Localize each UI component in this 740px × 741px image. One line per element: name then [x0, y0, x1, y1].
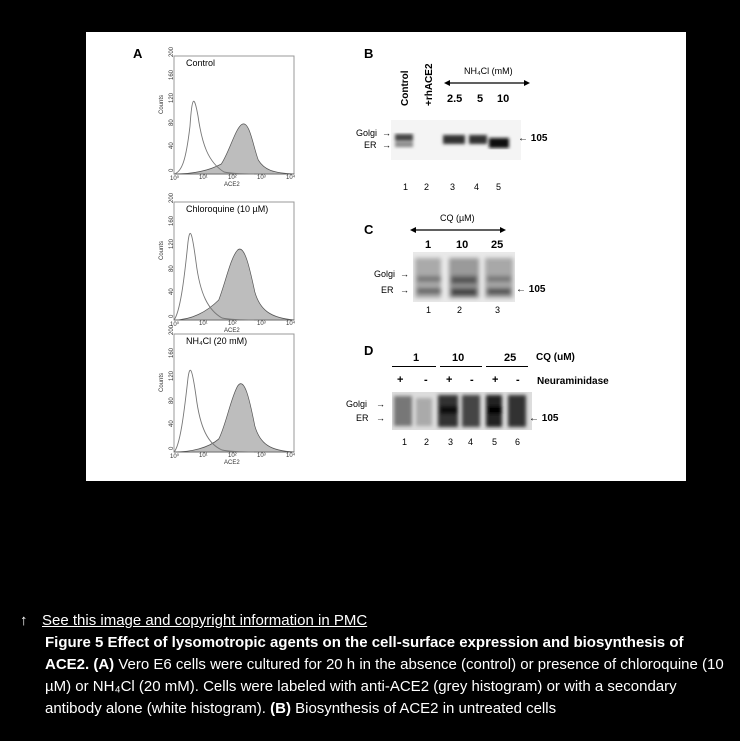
figure-caption	[0, 605, 740, 741]
panel-b-lane-2: 2	[424, 182, 430, 192]
panel-d-lane-3: 3	[448, 437, 454, 447]
panel-c-conc-2: 10	[456, 239, 469, 251]
panel-b-marker: ← 105	[518, 133, 548, 144]
caption-text	[45, 632, 725, 720]
histogram-ylabel: Counts	[159, 372, 165, 392]
grey-histogram	[174, 124, 294, 174]
histogram-xlabel: ACE2	[224, 460, 240, 466]
panel-d-sign-6: -	[516, 374, 520, 386]
panel-b-lane-4: 4	[474, 182, 480, 192]
grey-histogram	[174, 384, 294, 452]
histogram-xtick: 10¹	[199, 175, 208, 181]
histogram-xtick: 10⁴	[286, 321, 296, 327]
histogram-xtick: 10³	[257, 175, 266, 181]
panel-d-sign-4: -	[470, 374, 474, 386]
panel-d-sign-5: +	[492, 374, 499, 386]
histogram-xtick: 10⁰	[170, 176, 180, 182]
panel-c-conc-1: 1	[425, 239, 432, 251]
caption-part-a-label: (A)	[93, 656, 115, 673]
panel-b-golgi-label: Golgi	[356, 128, 378, 138]
histogram-ylabel: Counts	[159, 94, 165, 114]
panel-b-blot	[391, 120, 521, 160]
histogram-ytick: 200	[169, 324, 175, 335]
histogram-3	[156, 324, 306, 472]
caption-part-b-label: (B)	[270, 700, 291, 717]
panel-d-group-line-1	[392, 366, 436, 367]
caption-title: Figure 5 Effect of lysomotropic agents on the cell-surface expression and biosynthesis of ACE2.	[45, 634, 684, 673]
histogram-xtick: 10¹	[199, 453, 208, 459]
histogram-ytick: 0	[169, 446, 175, 450]
panel-b-lane-1: 1	[403, 182, 409, 192]
histogram-ytick: 120	[169, 92, 175, 103]
panel-b-double-arrow-icon	[444, 79, 530, 87]
panel-d-blot	[392, 392, 532, 430]
panel-c-er-label: ER	[381, 285, 394, 295]
panel-c-marker: ← 105	[516, 284, 546, 295]
histogram-title: Chloroquine (10 µM)	[186, 204, 269, 214]
panel-c-conc-3: 25	[491, 239, 504, 251]
panel-d-lane-2: 2	[424, 437, 430, 447]
histogram-ytick: 80	[169, 119, 175, 126]
panel-d-golgi-label: Golgi	[346, 399, 368, 409]
histogram-plot	[156, 54, 306, 194]
histogram-xlabel: ACE2	[224, 328, 240, 334]
panel-c-blot	[413, 252, 515, 302]
panel-c-golgi-arrow-icon: →	[400, 269, 409, 279]
histogram-1	[156, 46, 306, 194]
panel-b-control-label: Control	[400, 70, 411, 106]
grey-histogram	[174, 249, 294, 320]
histogram-xtick: 10¹	[199, 321, 208, 327]
panel-b-lane-5: 5	[496, 182, 502, 192]
histogram-ytick: 40	[169, 288, 175, 295]
panel-b-letter: B	[364, 46, 374, 61]
panel-d-lane-6: 6	[515, 437, 521, 447]
pmc-link-text: See this image and copyright information in PMC	[42, 612, 368, 629]
histogram-xlabel: ACE2	[224, 182, 240, 188]
panel-d-er-label: ER	[356, 413, 369, 423]
panel-c-lane-2: 2	[457, 305, 463, 315]
histogram-ytick: 0	[169, 314, 175, 318]
histogram-xtick: 10²	[228, 453, 237, 459]
panel-d-group-line-2	[440, 366, 482, 367]
panel-d-marker-value: 105	[541, 413, 559, 424]
histogram-ytick: 160	[169, 215, 175, 226]
panel-d-conc-2: 10	[452, 352, 465, 364]
panel-d-conc-3: 25	[504, 352, 517, 364]
histogram-ytick: 40	[169, 420, 175, 427]
panel-d-lane-4: 4	[468, 437, 474, 447]
panel-a-letter: A	[133, 46, 143, 61]
histogram-ytick: 80	[169, 397, 175, 404]
panel-b-er-arrow-icon: →	[382, 140, 391, 150]
caption-part-a-text: Vero E6 cells were cultured for 20 h in the absence (control) or presence of chloroquine (10 µM) or NH₄Cl (20 mM). Cells were labeled with anti-ACE2 (grey histogram) or with a secondary antibody alone (white histogram).	[45, 656, 724, 717]
histogram-plot	[156, 200, 306, 340]
panel-b-lane-3: 3	[450, 182, 456, 192]
panel-d-lane-5: 5	[492, 437, 498, 447]
histogram-title: Control	[186, 58, 216, 68]
histogram-ytick: 40	[169, 142, 175, 149]
histogram-2	[156, 192, 306, 340]
figure-image	[86, 32, 686, 481]
histogram-xtick: 10³	[257, 453, 266, 459]
histogram-ytick: 160	[169, 69, 175, 80]
panel-d-marker: ← 105	[529, 413, 559, 424]
histogram-ylabel: Counts	[159, 240, 165, 260]
panel-b-conc-2: 5	[477, 93, 484, 105]
panel-d-sign-3: +	[446, 374, 453, 386]
pmc-copyright-link[interactable]	[20, 610, 367, 632]
histogram-xtick: 10³	[257, 321, 266, 327]
histogram-xtick: 10⁴	[286, 175, 296, 181]
panel-c-letter: C	[364, 222, 374, 237]
panel-d-neuraminidase-label: Neuraminidase	[537, 376, 609, 387]
panel-c-lane-1: 1	[426, 305, 432, 315]
panel-b-conc-1: 2.5	[447, 93, 463, 105]
panel-d-cq-label: CQ (uM)	[536, 352, 575, 363]
up-arrow-icon: ↑	[20, 612, 28, 629]
histogram-xtick: 10⁴	[286, 453, 296, 459]
panel-d-group-line-3	[486, 366, 528, 367]
histogram-xtick: 10⁰	[170, 322, 180, 328]
panel-d-letter: D	[364, 343, 374, 358]
panel-d-sign-1: +	[397, 374, 404, 386]
panel-d-golgi-arrow-icon: →	[376, 399, 385, 409]
panel-c-double-arrow-icon	[410, 226, 506, 234]
histogram-ytick: 200	[169, 46, 175, 57]
panel-c-lane-3: 3	[495, 305, 501, 315]
panel-d-sign-2: -	[424, 374, 428, 386]
histogram-title: NH₄Cl (20 mM)	[186, 336, 248, 346]
panel-c-golgi-label: Golgi	[374, 269, 396, 279]
panel-b-conc-3: 10	[497, 93, 510, 105]
histogram-xtick: 10²	[228, 175, 237, 181]
panel-c-er-arrow-icon: →	[400, 285, 409, 295]
panel-d-er-arrow-icon: →	[376, 413, 385, 423]
histogram-ytick: 120	[169, 370, 175, 381]
panel-d-lane-1: 1	[402, 437, 408, 447]
histogram-ytick: 120	[169, 238, 175, 249]
histogram-ytick: 200	[169, 192, 175, 203]
panel-d-conc-1: 1	[413, 352, 420, 364]
panel-c-marker-value: 105	[528, 284, 546, 295]
histogram-ytick: 80	[169, 265, 175, 272]
histogram-ytick: 160	[169, 347, 175, 358]
histogram-xtick: 10²	[228, 321, 237, 327]
caption-part-b-text: Biosynthesis of ACE2 in untreated cells	[290, 700, 557, 717]
panel-b-nh4cl-label: NH₄Cl (mM)	[464, 66, 513, 76]
panel-b-golgi-arrow-icon: →	[382, 128, 391, 138]
histogram-xtick: 10⁰	[170, 454, 180, 460]
panel-b-er-label: ER	[364, 140, 377, 150]
histogram-ytick: 0	[169, 168, 175, 172]
panel-c-cq-label: CQ (µM)	[440, 213, 475, 223]
histogram-plot	[156, 332, 306, 472]
panel-b-rhace2-label: +rhACE2	[424, 63, 435, 106]
panel-b-marker-value: 105	[530, 133, 548, 144]
